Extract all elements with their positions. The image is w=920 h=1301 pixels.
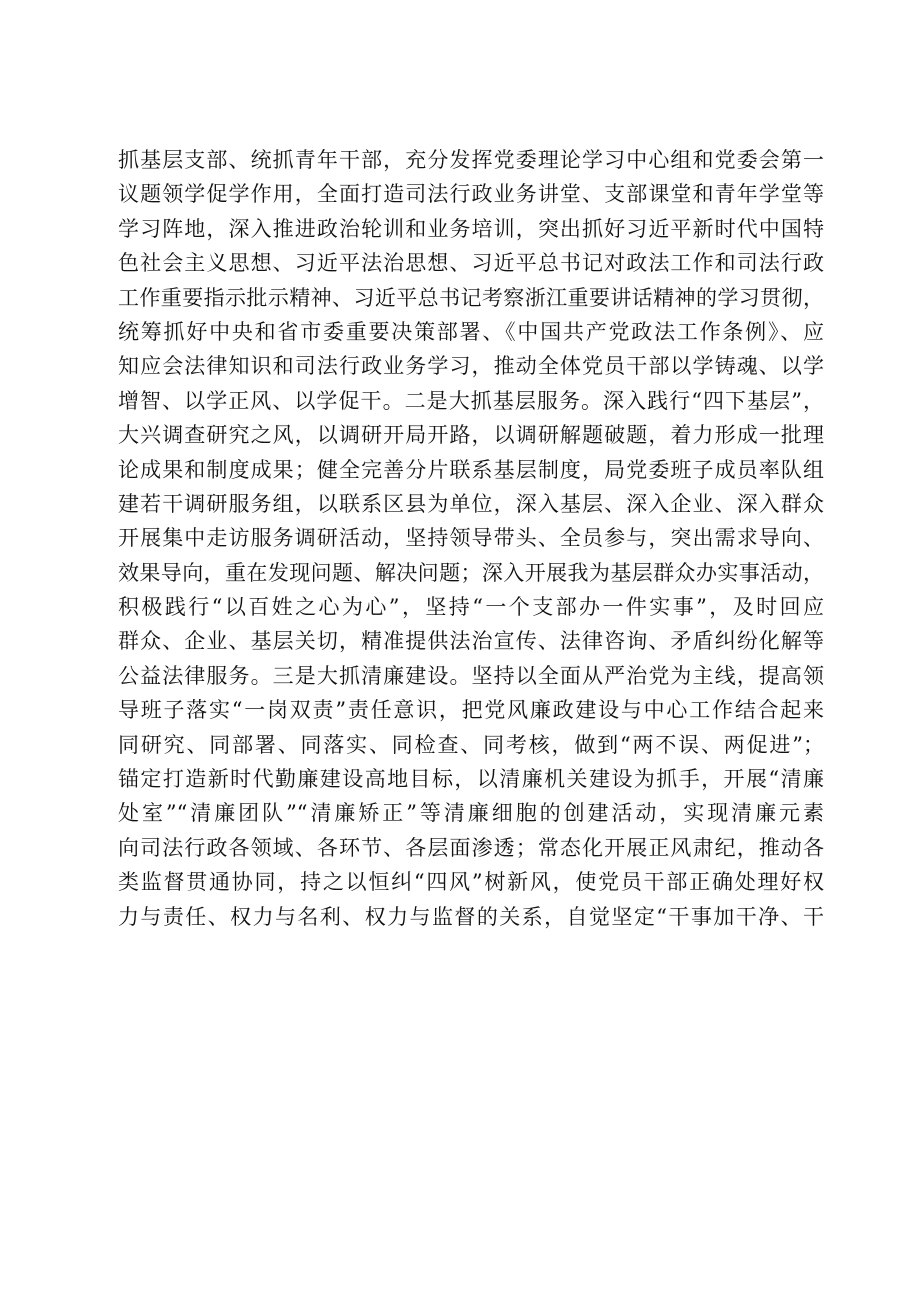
text-line: 大兴调查研究之风，以调研开局开路，以调研解题破题，着力形成一批理 — [118, 423, 824, 448]
text-line: 知应会法律知识和司法行政业务学习，推动全体党员干部以学铸魂、以学 — [118, 354, 824, 379]
text-line: 抓基层支部、统抓青年干部，充分发挥党委理论学习中心组和党委会第一 — [118, 148, 824, 172]
text-line: 工作重要指示批示精神、习近平总书记考察浙江重要讲话精神的学习贯彻， — [118, 285, 824, 310]
text-line: 锚定打造新时代勤廉建设高地目标，以清廉机关建设为抓手，开展“清廉 — [118, 767, 824, 792]
text-line: 色社会主义思想、习近平法治思想、习近平总书记对政法工作和司法行政 — [118, 251, 824, 276]
text-line: 积极践行“以百姓之心为心”，坚持“一个支部办一件实事”，及时回应 — [118, 595, 824, 620]
text-line: 效果导向，重在发现问题、解决问题；深入开展我为基层群众办实事活动， — [118, 560, 824, 585]
text-line: 类监督贯通协同，持之以恒纠“四风”树新风，使党员干部正确处理好权 — [118, 870, 824, 895]
text-line: 力与责任、权力与名利、权力与监督的关系，自觉坚定“干事加干净、干 — [118, 904, 824, 929]
body-paragraph — [118, 143, 824, 934]
text-line: 导班子落实“一岗双责”责任意识，把党风廉政建设与中心工作结合起来 — [118, 698, 824, 723]
text-line: 学习阵地，深入推进政治轮训和业务培训，突出抓好习近平新时代中国特 — [118, 216, 824, 241]
text-line: 处室”“清廉团队”“清廉矫正”等清廉细胞的创建活动，实现清廉元素 — [118, 801, 824, 826]
text-line: 开展集中走访服务调研活动，坚持领导带头、全员参与，突出需求导向、 — [118, 526, 824, 551]
text-line: 公益法律服务。三是大抓清廉建设。坚持以全面从严治党为主线，提高领 — [118, 663, 824, 688]
text-line: 建若干调研服务组，以联系区县为单位，深入基层、深入企业、深入群众 — [118, 491, 824, 516]
text-line: 同研究、同部署、同落实、同检查、同考核，做到“两不误、两促进”； — [118, 732, 824, 757]
text-line: 群众、企业、基层关切，精准提供法治宣传、法律咨询、矛盾纠纷化解等 — [118, 629, 824, 654]
text-line: 向司法行政各领域、各环节、各层面渗透；常态化开展正风肃纪，推动各 — [118, 835, 824, 860]
text-line: 论成果和制度成果；健全完善分片联系基层制度，局党委班子成员率队组 — [118, 457, 824, 482]
text-line: 增智、以学正风、以学促干。二是大抓基层服务。深入践行“四下基层”， — [118, 388, 824, 413]
text-line: 统筹抓好中央和省市委重要决策部署、《中国共产党政法工作条例》、应 — [118, 319, 824, 344]
text-line: 议题领学促学作用，全面打造司法行政业务讲堂、支部课堂和青年学堂等 — [118, 182, 824, 207]
